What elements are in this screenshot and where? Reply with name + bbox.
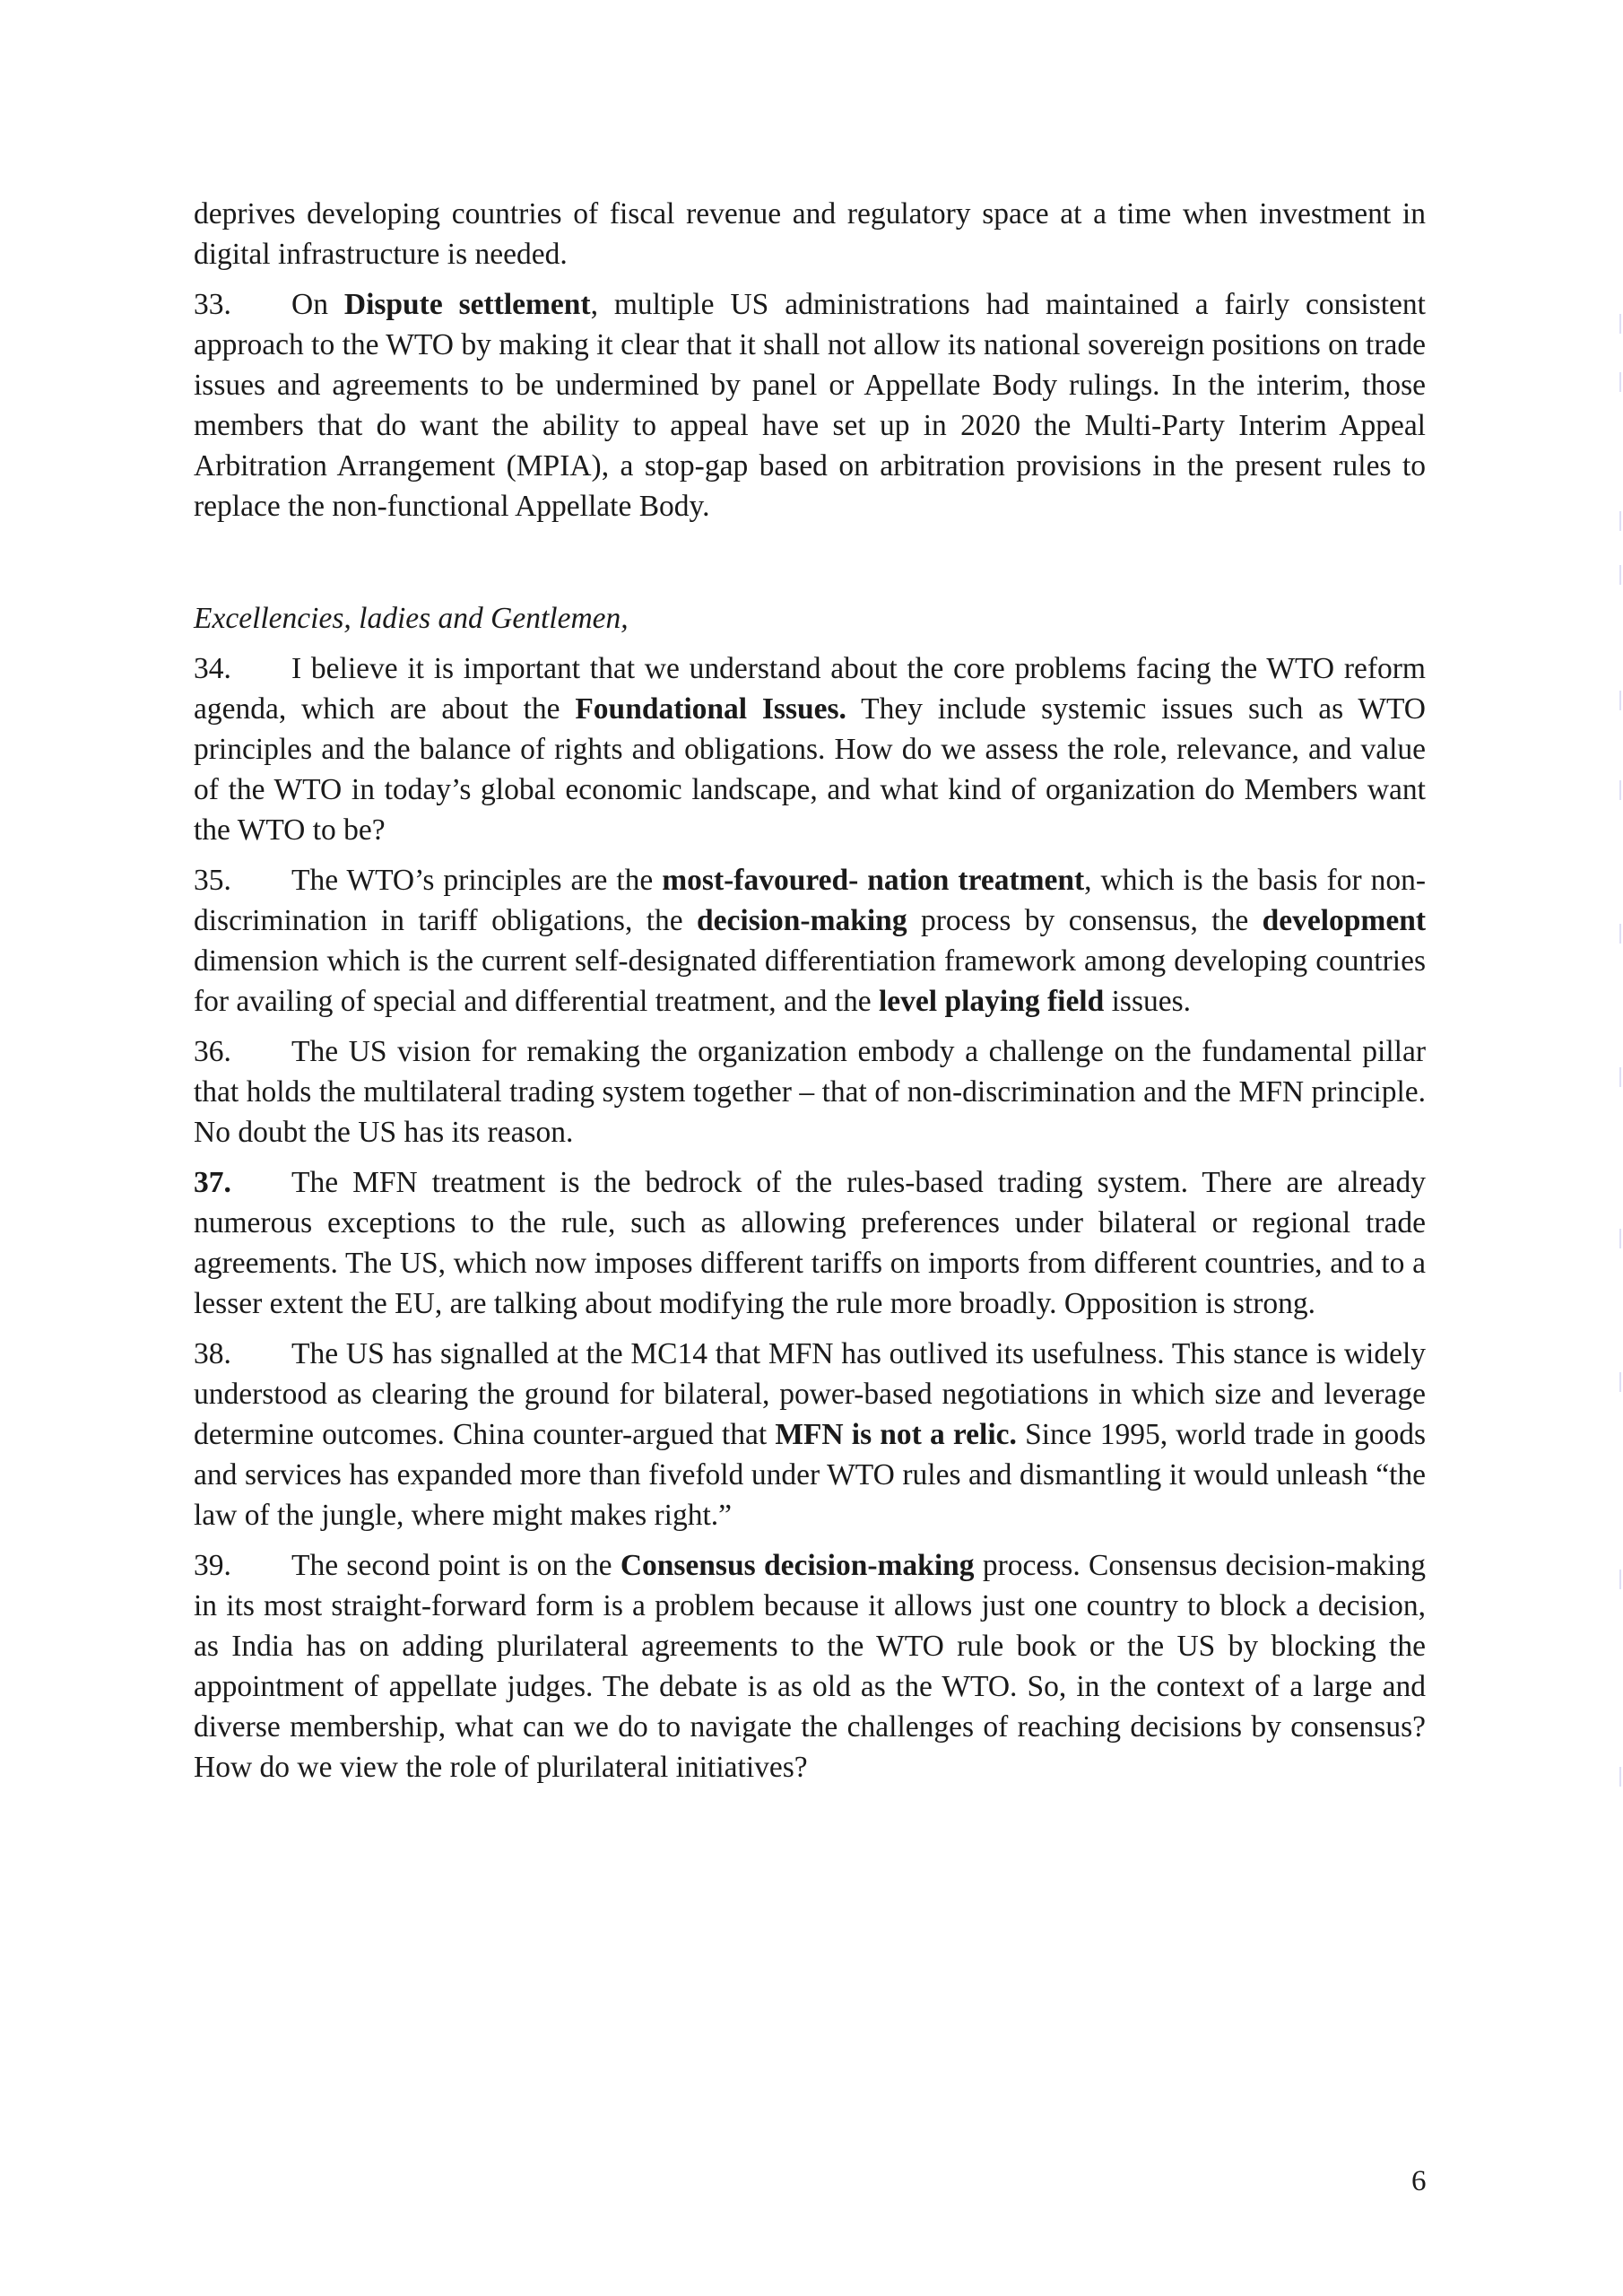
paragraph-number: 34. bbox=[194, 652, 231, 685]
edge-mark bbox=[1619, 691, 1621, 710]
edge-mark bbox=[1619, 924, 1621, 944]
paragraph-number: 35. bbox=[194, 864, 231, 897]
edge-mark bbox=[1619, 1570, 1621, 1589]
bold-term: MFN is not a relic. bbox=[775, 1418, 1017, 1451]
paragraph-39: 39. The second point is on the Consensus decision-making process. Consensus decision-making in its most straight-forward form is a problem because it allows just one country to block a decision, as India has on adding plurilateral agreements to the WTO rule book or the US by blocking the appointment of appellate judges. The debate is as old as the WTO. So, in the context of a large and diverse membership, what can we do to navigate the challenges of reaching decisions by consensus? How do we view the role of plurilateral initiatives? bbox=[194, 1545, 1426, 1787]
edge-mark bbox=[1619, 1067, 1621, 1087]
paragraph-38: 38. The US has signalled at the MC14 that MFN has outlived its usefulness. This stance is widely understood as clearing the ground for bilateral, power-based negotiations in which size and leverage determine outcomes. China counter-argued that MFN is not a relic. Since 1995, world trade in goods and services has expanded more than fivefold under WTO rules and dismantling it would unleash “the law of the jungle, where might makes right.” bbox=[194, 1334, 1426, 1535]
paragraph-number: 36. bbox=[194, 1035, 231, 1068]
bold-term: Consensus decision-making bbox=[620, 1549, 975, 1582]
bold-term: development bbox=[1262, 904, 1426, 937]
paragraph-35: 35. The WTO’s principles are the most-favoured- nation treatment, which is the basis for non-discrimination in tariff obligations, the decision-making process by consensus, the development dimension which is the current self-designated differentiation framework among developing countries for availing of special and differential treatment, and the level playing field issues. bbox=[194, 860, 1426, 1022]
bold-term: Dispute settlement bbox=[343, 288, 591, 321]
paragraph-number: 37. bbox=[194, 1166, 231, 1199]
edge-mark bbox=[1619, 1767, 1621, 1787]
edge-mark bbox=[1619, 565, 1621, 585]
edge-mark bbox=[1619, 314, 1621, 334]
paragraph-37: 37. The MFN treatment is the bedrock of the rules-based trading system. There are already numerous exceptions to the rule, such as allowing preferences under bilateral or regional trade agreements. The US, which now imposes different tariffs on imports from different countries, and to a lesser extent the EU, are talking about modifying the rule more broadly. Opposition is strong. bbox=[194, 1162, 1426, 1324]
bold-term: level playing field bbox=[879, 985, 1105, 1018]
paragraph-36: 36. The US vision for remaking the organization embody a challenge on the fundamental pillar that holds the multilateral trading system together – that of non-discrimination and the MFN principle. No doubt the US has its reason. bbox=[194, 1031, 1426, 1152]
edge-mark bbox=[1619, 511, 1621, 531]
bold-term: most-favoured- nation treatment bbox=[662, 864, 1085, 897]
paragraph-number: 39. bbox=[194, 1549, 231, 1582]
scan-edge-artifacts bbox=[1619, 296, 1622, 1910]
edge-mark bbox=[1619, 780, 1621, 800]
edge-mark bbox=[1619, 1229, 1621, 1248]
continuation-paragraph: deprives developing countries of fiscal revenue and regulatory space at a time when investment in digital infrastructure is needed. bbox=[194, 197, 1426, 271]
bold-term: decision-making bbox=[697, 904, 907, 937]
paragraph-34: 34. I believe it is important that we understand about the core problems facing the WTO reform agenda, which are about the Foundational Issues. They include systemic issues such as WTO principles and the balance of rights and obligations. How do we assess the role, relevance, and value of the WTO in today’s global economic landscape, and what kind of organization do Members want the WTO to be? bbox=[194, 648, 1426, 850]
paragraph-number: 38. bbox=[194, 1337, 231, 1370]
document-page bbox=[194, 194, 1426, 1797]
edge-mark bbox=[1619, 1372, 1621, 1392]
page-number: 6 bbox=[1411, 2165, 1427, 2197]
bold-term: Foundational Issues. bbox=[575, 692, 846, 726]
salutation: Excellencies, ladies and Gentlemen, bbox=[194, 602, 629, 635]
paragraph-number: 33. bbox=[194, 288, 231, 321]
edge-mark bbox=[1619, 372, 1621, 392]
paragraph-33: 33. On Dispute settlement, multiple US administrations had maintained a fairly consistent approach to the WTO by making it clear that it shall not allow its national sovereign positions on trade issues and agreements to be undermined by panel or Appellate Body rulings. In the interim, those members that do want the ability to appeal have set up in 2020 the Multi-Party Interim Appeal Arbitration Arrangement (MPIA), a stop-gap based on arbitration provisions in the present rules to replace the non-functional Appellate Body. bbox=[194, 284, 1426, 526]
